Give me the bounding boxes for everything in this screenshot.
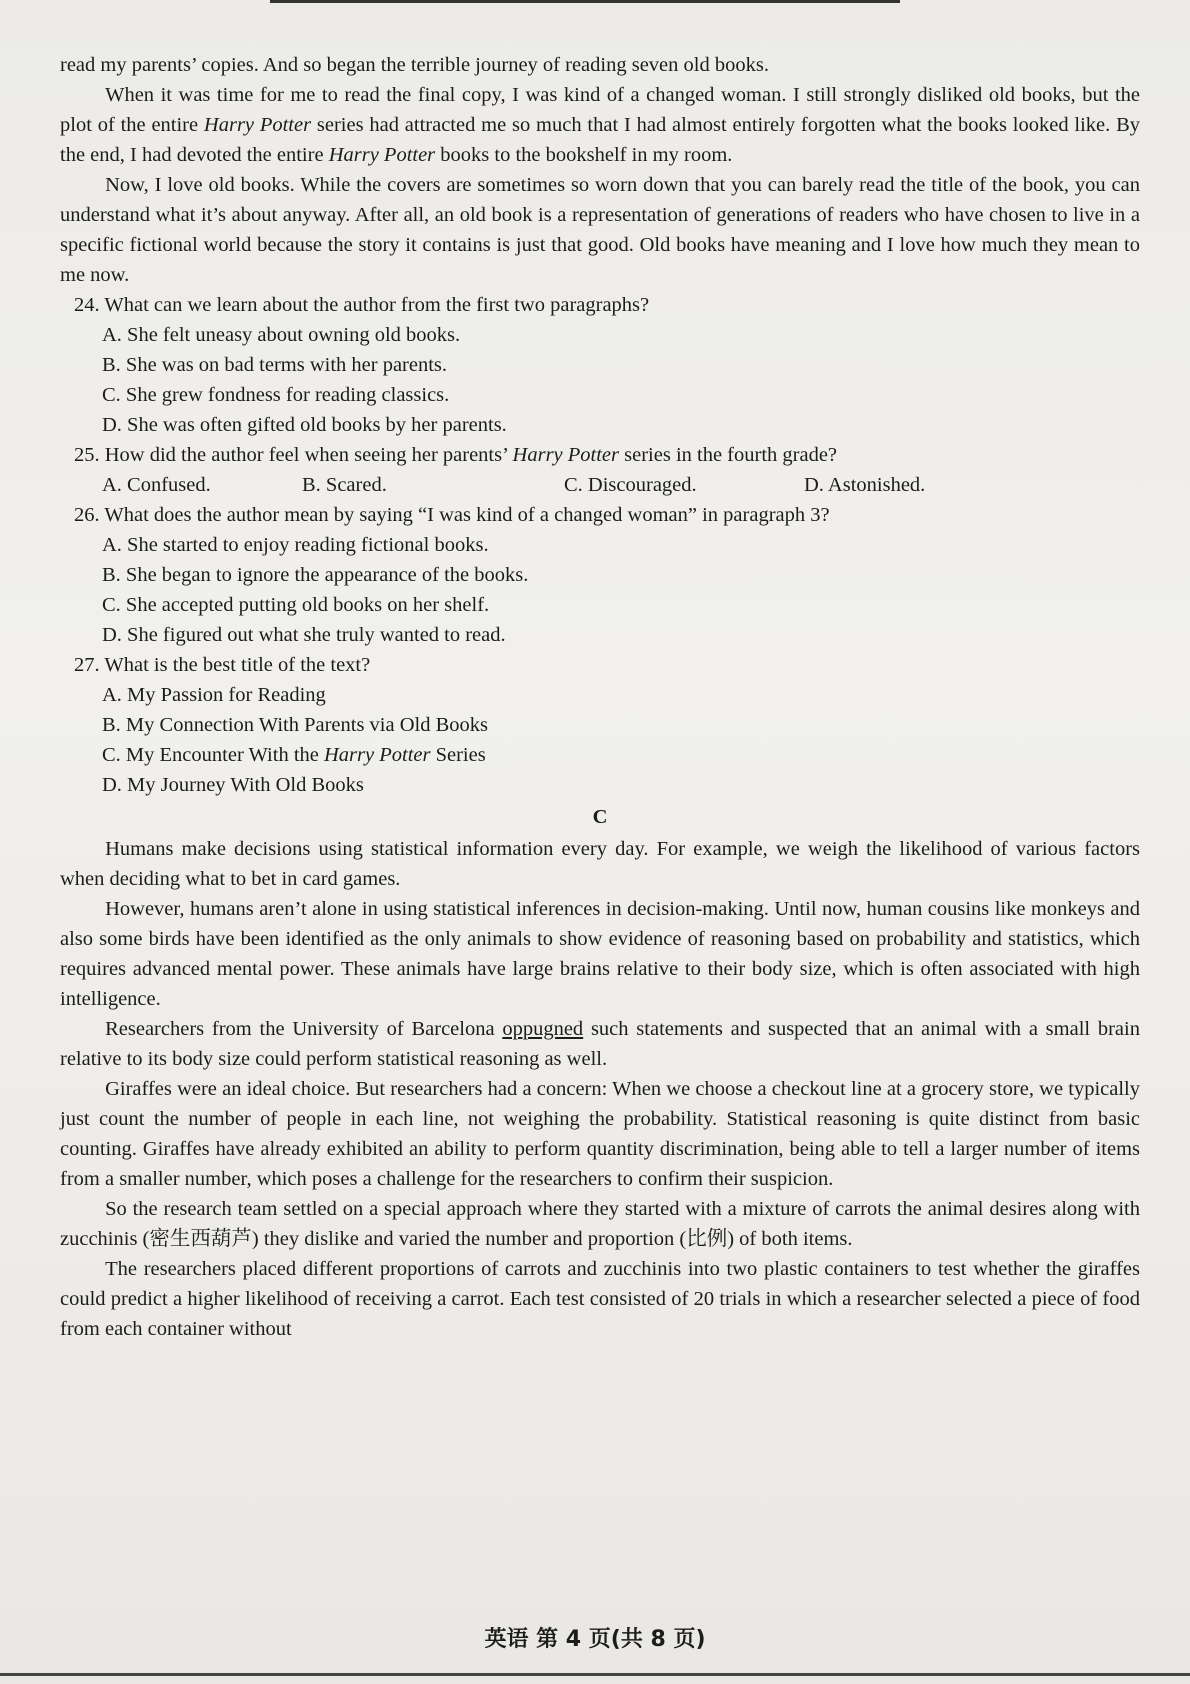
question-26-option-a: A. She started to enjoy reading fictional books. [102,534,489,556]
book-title: Harry Potter [324,744,431,766]
question-25-stem: 25. How did the author feel when seeing her parents’ Harry Potter series in the fourth grade? [74,444,838,466]
page-content [60,50,1140,1344]
book-title: Harry Potter [512,444,620,466]
question-26-option-b: B. She began to ignore the appearance of the books. [102,564,529,586]
section-heading: C [592,806,608,828]
passage-c-paragraph-3: Researchers from the University of Barcelona oppugned such statements and suspected that an animal with a small brain relative to its body size could perform statistical reasoning as well. [60,1018,1140,1070]
passage-c-paragraph-4: Giraffes were an ideal choice. But researchers had a concern: When we choose a checkout line at a grocery store, we typically just count the number of people in each line, not weighing the probability. Statistical reasoning is quite distinct from basic counting. Giraffes have already exhibited an ability to perform quantity discrimination, being able to tell a larger number of items from a smaller number, which poses a challenge for the researchers to confirm their suspicion. [60,1078,1140,1190]
question-25-option-a: A. Confused. [102,474,211,496]
question-25-option-d: D. Astonished. [804,474,926,496]
book-title: Harry Potter [328,144,436,166]
top-rule [270,0,900,3]
question-24-option-c: C. She grew fondness for reading classics. [102,384,450,406]
question-24-option-a: A. She felt uneasy about owning old books. [102,324,461,346]
passage-b-paragraph-3: Now, I love old books. While the covers are sometimes so worn down that you can barely read the title of the book, you can understand what it’s about anyway. After all, an old book is a representation of generations of readers who have chosen to live in a specific fictional world because the story it contains is just that good. Old books have meaning and I love how much they mean to me now. [60,174,1140,286]
question-27-stem: 27. What is the best title of the text? [74,654,371,676]
underlined-word: oppugned [502,1018,584,1040]
question-25-option-b: B. Scared. [302,474,387,496]
question-24-stem: 24. What can we learn about the author from the first two paragraphs? [74,294,650,316]
question-27-option-c: C. My Encounter With the Harry Potter Series [102,744,486,766]
passage-c-paragraph-1: Humans make decisions using statistical information every day. For example, we weigh the likelihood of various factors when deciding what to bet in card games. [60,838,1140,890]
question-27-option-d: D. My Journey With Old Books [102,774,364,796]
question-26-option-c: C. She accepted putting old books on her shelf. [102,594,490,616]
passage-b-paragraph-1: read my parents’ copies. And so began the terrible journey of reading seven old books. [60,54,769,76]
bottom-rule [0,1673,1190,1676]
question-25-options [60,470,1140,500]
passage-c-paragraph-5: So the research team settled on a special approach where they started with a mixture of carrots the animal desires along with zucchinis (密生西葫芦) they dislike and varied the number and proportion (比例) of both items. [60,1198,1140,1250]
question-26-stem: 26. What does the author mean by saying “I was kind of a changed woman” in paragraph 3? [74,504,830,526]
question-26-option-d: D. She figured out what she truly wanted to read. [102,624,506,646]
page-footer: 英语 第 4 页(共 8 页) [484,1627,706,1652]
question-24-option-b: B. She was on bad terms with her parents. [102,354,448,376]
passage-b-paragraph-2: When it was time for me to read the final copy, I was kind of a changed woman. I still strongly disliked old books, but the plot of the entire Harry Potter series had attracted me so much that I had almost entirely forgotten what the books looked like. By the end, I had devoted the entire Harry Potter books to the bookshelf in my room. [60,84,1140,166]
passage-c-paragraph-6: The researchers placed different proportions of carrots and zucchinis into two plastic containers to test whether the giraffes could predict a higher likelihood of receiving a carrot. Each test consisted of 20 trials in which a researcher selected a piece of food from each container without [60,1258,1140,1340]
question-25-option-c: C. Discouraged. [564,474,697,496]
passage-c-paragraph-2: However, humans aren’t alone in using statistical inferences in decision-making. Until now, human cousins like monkeys and also some birds have been identified as the only animals to show evidence of reasoning based on probability and statistics, which requires advanced mental power. These animals have large brains relative to their body size, which is often associated with high intelligence. [60,898,1140,1010]
book-title: Harry Potter [203,114,312,136]
question-24-option-d: D. She was often gifted old books by her parents. [102,414,507,436]
question-27-option-a: A. My Passion for Reading [102,684,326,706]
question-27-option-b: B. My Connection With Parents via Old Books [102,714,489,736]
